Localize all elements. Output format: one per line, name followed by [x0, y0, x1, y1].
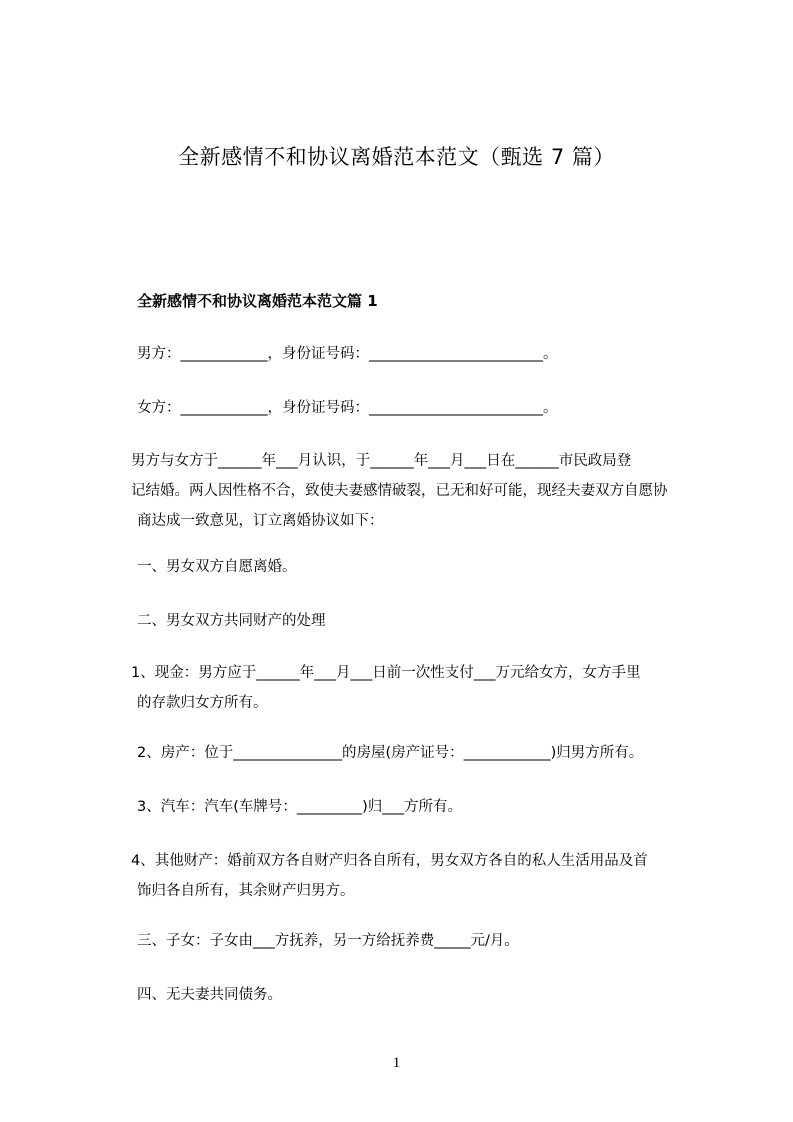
other-line: 4、其他财产：婚前双方各自财产归各自所有，男女双方各自的私人生活用品及首: [131, 853, 648, 869]
female-party-line: 女方：____________，身份证号码：________________________。: [137, 400, 558, 416]
cash-line: 的存款归女方所有。: [137, 695, 268, 711]
other-line: 饰归各自所有，其余财产归男方。: [137, 883, 355, 899]
clause-2: 二、男女双方共同财产的处理: [137, 613, 326, 629]
cash-paragraph: [131, 658, 711, 718]
intro-line: 男方与女方于______年___月认识，于______年___月___日在______市民政局登: [131, 453, 632, 469]
other-property-paragraph: [131, 846, 711, 906]
house-clause: 2、房产：位于_______________的房屋(房产证号：____________)归男方所有。: [137, 745, 644, 761]
clause-3: 三、子女：子女由___方抚养，另一方给抚养费_____元/月。: [137, 933, 519, 949]
cash-line: 1、现金：男方应于______年___月___日前一次性支付___万元给女方，女方手里: [131, 665, 641, 681]
intro-line: 商达成一致意见，订立离婚协议如下：: [137, 513, 384, 529]
car-clause: 3、汽车：汽车(车牌号：_________)归___方所有。: [137, 799, 463, 815]
page-number: 1: [392, 1055, 401, 1071]
document-title: 全新感情不和协议离婚范本范文（甄选 7 篇）: [178, 145, 615, 169]
intro-paragraph: [131, 446, 711, 536]
clause-1: 一、男女双方自愿离婚。: [137, 559, 297, 575]
clause-4: 四、无夫妻共同债务。: [137, 987, 282, 1003]
section-heading: 全新感情不和协议离婚范本范文篇 1: [137, 292, 378, 310]
male-party-line: 男方：____________，身份证号码：________________________。: [137, 346, 558, 362]
intro-line: 记结婚。两人因性格不合，致使夫妻感情破裂，已无和好可能，现经夫妻双方自愿协: [131, 483, 668, 499]
